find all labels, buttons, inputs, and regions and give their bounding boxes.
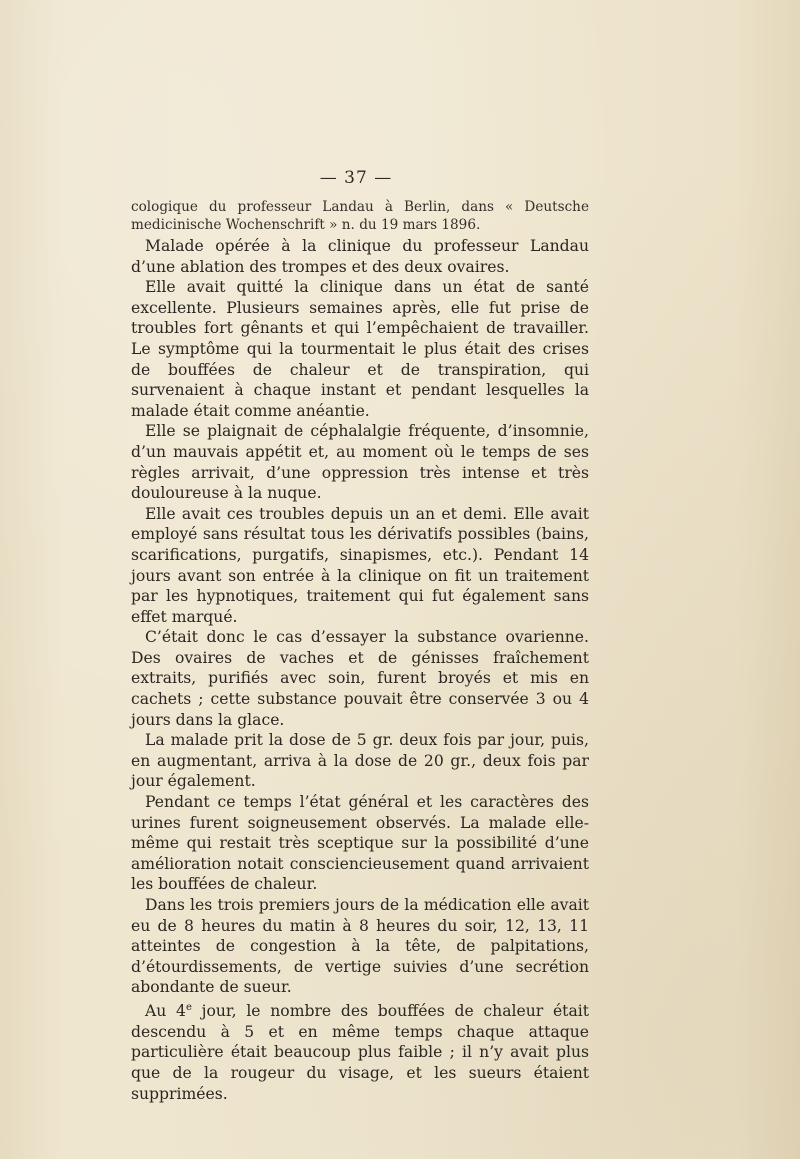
superscript-e: e [185, 1001, 192, 1013]
paragraph-fourth-day-rest: jour, le nombre des bouffées de chaleur était descendu à 5 et en même temps chaque attaque particulière était beaucoup plus faible ; il n’y avait plus que de la rougeur du visage, et les sueurs étaient supprimées. [131, 1002, 589, 1103]
paragraph-operation: Malade opérée à la clinique du professeur Landau d’une ablation des trompes et des deux ovaires. [131, 237, 589, 276]
paragraph-observation: Pendant ce temps l’état général et les caractères des urines furent soigneusement observés. La malade elle-même qui restait très sceptique sur la possibilité d’une amélioration notait consciencieusement quand arrivaient les bouffées de chaleur. [131, 793, 589, 894]
paragraph-fourth-day: Au 4e jour, le nombre des bouffées de chaleur était descendu à 5 et en même temps chaque attaque particulière était beaucoup plus faible ; il n’y avait plus que de la rougeur du visage, et les sueurs étaient supprimées. [131, 1001, 589, 1103]
footnote-continuation: cologique du professeur Landau à Berlin, dans « Deutsche medicinische Wochenschrift » n. du 19 mars 1896. [131, 199, 589, 233]
page-number: — 37 — [319, 168, 393, 188]
paragraph-prior-treatment: Elle avait ces troubles depuis un an et demi. Elle avait employé sans résultat tous les dérivatifs possibles (bains, scarifications, purgatifs, sinapismes, etc.). Pendant 14 jours avant son entrée à la clinique on fit un traitement par les hypnotiques, traitement qui fut également sans effet marqué. [131, 504, 589, 626]
paragraph-first-days: Dans les trois premiers jours de la médication elle avait eu de 8 heures du matin à 8 heures du soir, 12, 13, 11 atteintes de congestion à la tête, de palpitations, d’étourdissements, de vertige suivies d’une secrétion abondante de sueur. [131, 896, 589, 997]
paragraph-ovarian-substance: C’était donc le cas d’essayer la substance ovarienne. Des ovaires de vaches et de génisses fraîchement extraits, purifiés avec soin, furent broyés et mis en cachets ; cette substance pouvait être conservée 3 ou 4 jours dans la glace. [131, 628, 589, 729]
paragraph-complaints: Elle se plaignait de céphalalgie fréquente, d’insomnie, d’un mauvais appétit et, au moment où le temps de ses règles arrivait, d’une oppression très intense et très douloureuse à la nuque. [131, 422, 589, 503]
paragraph-dosage: La malade prit la dose de 5 gr. deux fois par jour, puis, en augmentant, arriva à la dose de 20 gr., deux fois par jour également. [131, 731, 589, 791]
paragraph-symptoms: Elle avait quitté la clinique dans un état de santé excellente. Plusieurs semaines après, elle fut prise de troubles fort gênants et qui l’empêchaient de travailler. Le symptôme qui la tourmentait le plus était des crises de bouffées de chaleur et de transpiration, qui survenaient à chaque instant et pendant lesquelles la malade était comme anéantie. [131, 278, 589, 420]
body-text [131, 198, 589, 1104]
